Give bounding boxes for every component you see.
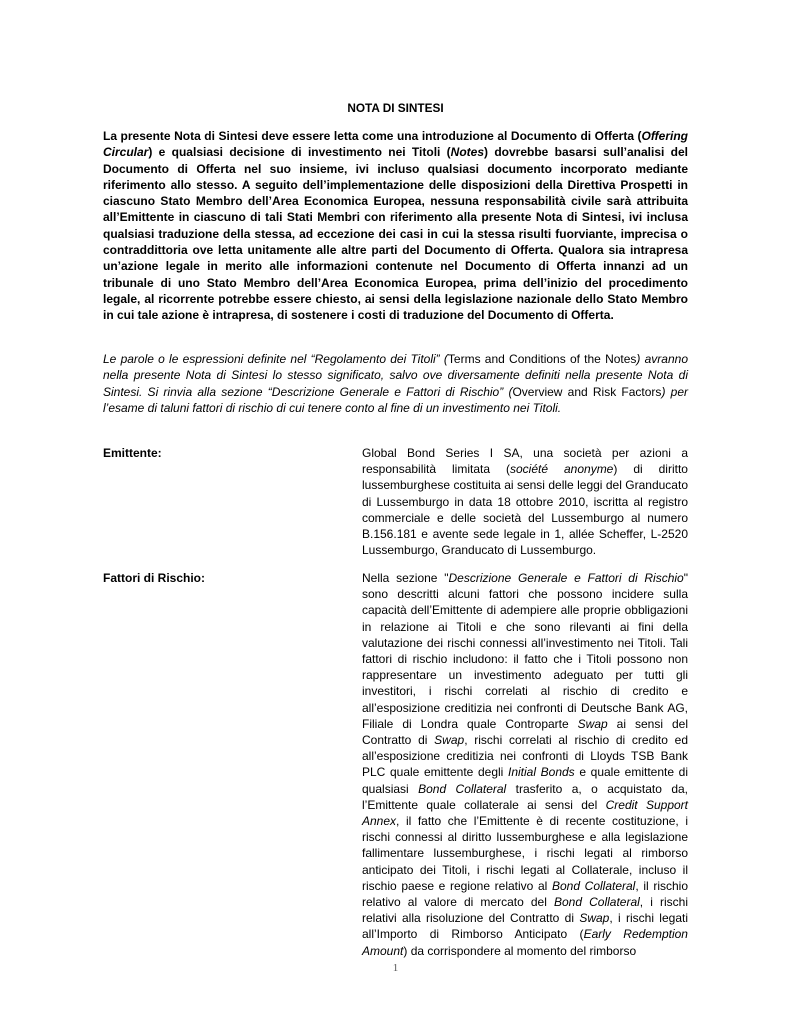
risk-text: ai sensi del Contratto di [362,716,688,748]
risk-text: Swap [579,911,610,926]
risk-text: Bond Collateral [551,878,636,893]
risk-text: ) da corrispondere al momento del rimborso [403,943,637,958]
risk-text: e quale emittente di qualsiasi [362,765,688,796]
risk-text: , i rischi legati all’Importo di Rimborso Anticipato ( [362,911,688,942]
risk-text: Early Redemption Amount [362,927,688,958]
intro-text: ) dovrebbe basarsi sull’analisi del Documento di Offerta nel suo insieme, ivi incluso qualsiasi documento incorporato mediante riferimento allo stesso. A seguito dell’implementazione delle disposizioni della Direttiva Prospetti in ciascuno Stato Membro dell’Area Economica Europea, nessuna responsabilità civile sarà attribuita all’Emittente in ciascuno di tali Stati Membri con riferimento alla presente Nota di Sintesi, ivi inclusa qualsiasi traduzione della stessa, ad eccezione dei casi in cui la stessa risulti fuorviante, imprecisa o contraddittoria ove letta unitamente alle altre parti del Documento di Offerta. Qualora sia intrapresa un’azione legale in merito alle informazioni contenute nel Documento di Offerta innanzi ad un tribunale di uno Stato Membro dell’Area Economica Europea, prima dell’inizio del procedimento legale, al ricorrente potrebbe essere chiesto, ai sensi della legislazione nazionale dello Stato Membro in cui tale azione è intrapresa, di sostenere i costi di traduzione del Documento di Offerta. [103,145,688,323]
definitions-text: ) per l’esame di taluni fattori di rischio di cui tenere conto al fine di un investimento nei Titoli. [103,384,688,415]
risk-text: Nella sezione " [362,571,449,585]
issuer-text: ) di diritto lussemburghese costituita ai sensi delle leggi del Granducato di Lussemburgo in data 18 ottobre 2010, iscritta al registro commerciale e delle società del Lussemburgo al numero B.156.181 e avente sede legale in 1, allée Scheffer, L-2520 Lussemburgo, Granducato di Lussemburgo. [362,462,688,558]
risk-text: Bond Collateral [418,781,507,796]
risk-text: , i rischi relativi alla risoluzione del Contratto di [362,895,688,926]
issuer-label: Emittente: [103,446,162,460]
intro-text: Offering Circular [103,129,688,160]
issuer-text: Global Bond Series I SA, una società per azioni a responsabilità limitata ( [362,446,688,477]
risk-text: Initial Bonds [508,765,575,780]
definitions-text: Le parole o le espressioni definite nel “Regolamento dei Titoli” ( [103,352,448,366]
definitions-text: Overview and Risk Factors [512,384,662,399]
risk-factors-description [362,570,688,959]
risk-text: Descrizione Generale e Fattori di Rischio [448,571,684,585]
intro-paragraph [103,128,688,324]
risk-text: , rischi correlati al rischio di credito ed all’esposizione creditizia nei confronti di Lloyds TSB Bank PLC quale emittente degli [362,733,688,780]
intro-text: Notes [450,145,485,160]
risk-text: Swap [434,733,465,748]
risk-text: trasferito a, o acquistato da, l’Emittente quale collaterale ai sensi del [362,781,688,812]
page-number: 1 [392,962,399,974]
risk-text: Bond Collateral [553,895,640,910]
definitions-paragraph [103,351,688,416]
document-title: NOTA DI SINTESI [347,101,444,115]
issuer-text: société anonyme [510,462,614,477]
definitions-text: ) avranno nella presente Nota di Sintesi lo stesso significato, salvo ove diversamente definiti nella presente Nota di Sintesi. Si rinvia alla sezione “Descrizione Generale e Fattori di Rischio” ( [103,352,688,399]
risk-factors-label: Fattori di Rischio: [103,571,205,585]
intro-text: ) e qualsiasi decisione di investimento nei Titoli ( [148,145,451,160]
risk-text: Credit Support Annex [362,797,689,829]
risk-text: , il rischio relativo al valore di mercato del [362,878,688,910]
risk-text: " sono descritti alcuni fattori che possono incidere sulla capacità dell’Emittente di adempiere alle proprie obbligazioni in relazione ai Titoli e che sono rilevanti ai fini della valutazione dei rischi connessi all’investimento nei Titoli. Tali fattori di rischio includono: il fatto che i Titoli possono non rappresentare un investimento adeguato per tutti gli investitori, i rischi correlati al rischio di credito e all’esposizione creditizia nei confronti di Deutsche Bank AG, Filiale di Londra quale Controparte [362,571,689,731]
issuer-description [362,445,688,558]
risk-text: , il fatto che l’Emittente è di recente costituzione, i rischi connessi al diritto lussemburghese e alla legislazione fallimentare lussemburghese, i rischi legati al rimborso anticipato dei Titoli, i rischi legati al Collaterale, incluso il rischio paese e regione relativo al [362,814,688,893]
definitions-text: Terms and Conditions of the Notes [447,352,637,366]
intro-text: La presente Nota di Sintesi deve essere letta come una introduzione al Documento di Offerta ( [103,129,642,143]
risk-text: Swap [577,716,608,731]
